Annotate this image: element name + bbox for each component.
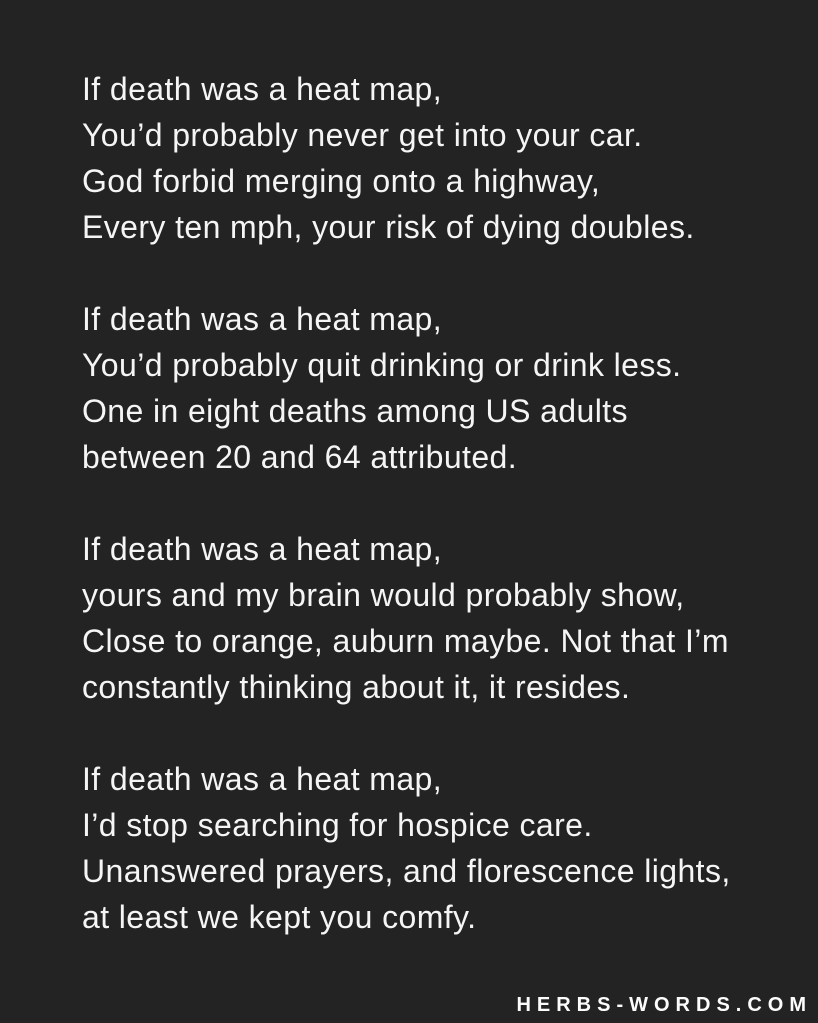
poem-line: You’d probably quit drinking or drink less. bbox=[82, 347, 682, 383]
poem-stanzas bbox=[82, 66, 798, 940]
site-url: HERBS-WORDS.COM bbox=[516, 994, 812, 1016]
poem-line: God forbid merging onto a highway, bbox=[82, 163, 601, 199]
poem-line: yours and my brain would probably show, bbox=[82, 577, 685, 613]
poem-line: If death was a heat map, bbox=[82, 301, 443, 337]
poem-line: You’d probably never get into your car. bbox=[82, 117, 643, 153]
poem-line: If death was a heat map, bbox=[82, 531, 443, 567]
poem-line: between 20 and 64 attributed. bbox=[82, 439, 518, 475]
poem-line: constantly thinking about it, it resides. bbox=[82, 669, 631, 705]
poem-line: If death was a heat map, bbox=[82, 71, 443, 107]
stanza bbox=[82, 296, 798, 480]
poem-line: at least we kept you comfy. bbox=[82, 899, 477, 935]
poem-line: I’d stop searching for hospice care. bbox=[82, 807, 593, 843]
stanza bbox=[82, 756, 798, 940]
poem-line: Every ten mph, your risk of dying doubles. bbox=[82, 209, 695, 245]
site-watermark bbox=[516, 994, 812, 1017]
poem-line: If death was a heat map, bbox=[82, 761, 443, 797]
poem-line: Close to orange, auburn maybe. Not that I’m bbox=[82, 623, 729, 659]
stanza bbox=[82, 526, 798, 710]
stanza bbox=[82, 66, 798, 250]
poem bbox=[82, 66, 798, 940]
poem-line: Unanswered prayers, and florescence lights, bbox=[82, 853, 731, 889]
poem-line: One in eight deaths among US adults bbox=[82, 393, 628, 429]
